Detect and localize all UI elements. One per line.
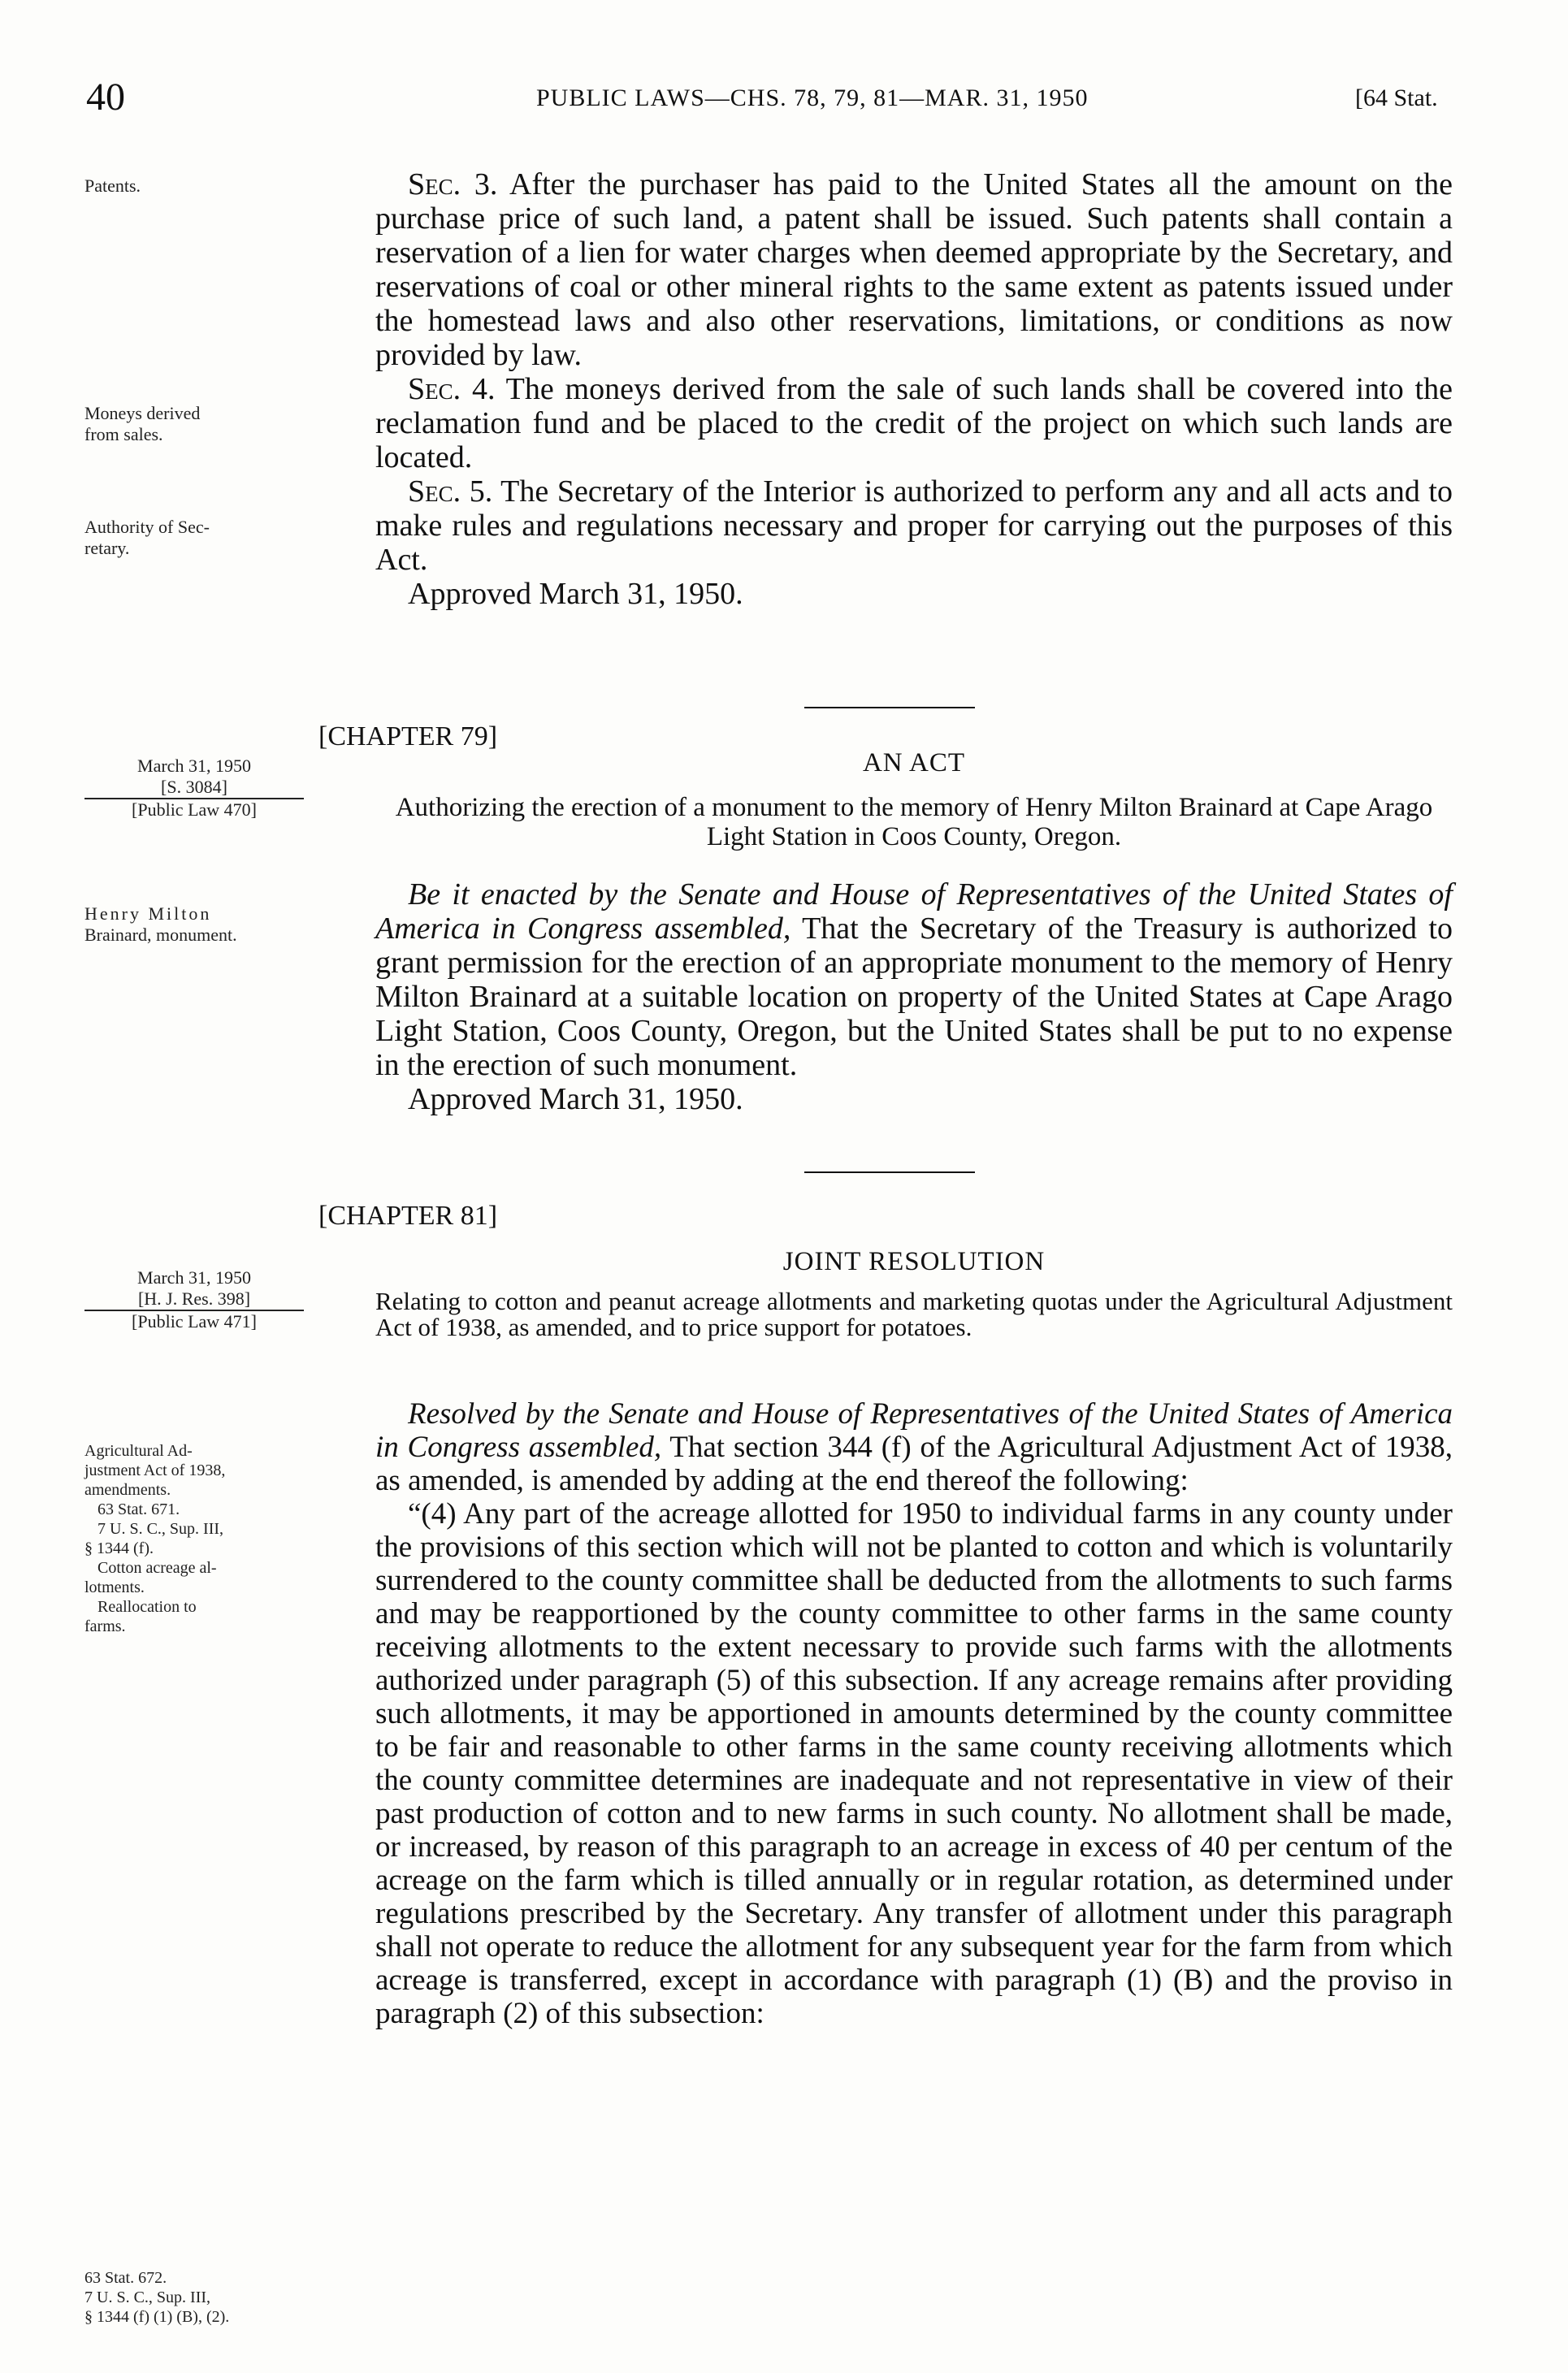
margin-note-public-law: [Public Law 471]	[132, 1311, 257, 1332]
margin-note-line: Cotton acreage al-	[97, 1559, 217, 1577]
divider	[804, 1171, 975, 1173]
margin-note-bill: [S. 3084]	[84, 777, 304, 799]
margin-note-date: March 31, 1950	[137, 1267, 251, 1288]
section-3	[375, 167, 1453, 372]
approved-date: Approved March 31, 1950.	[408, 1082, 743, 1116]
margin-note-line: Agricultural Ad-	[84, 1442, 193, 1460]
running-title: PUBLIC LAWS—CHS. 78, 79, 81—MAR. 31, 1950	[536, 84, 1089, 111]
chapter-81-subject: Relating to cotton and peanut acreage allotments and marketing quotas under the Agricultural Adjustment Act of 1938, as amended, and to price support for potatoes.	[375, 1287, 1453, 1341]
chapter-81-heading: [CHAPTER 81]	[318, 1201, 498, 1231]
margin-note-line: farms.	[84, 1617, 126, 1635]
margin-note-ch79	[84, 756, 304, 821]
enacting-clause: Be it enacted by the Senate and House of Representatives of the United States of America in Congress assembled,	[375, 877, 1453, 946]
margin-note-agricultural	[84, 1441, 225, 1636]
chapter-79-body	[375, 877, 1453, 1116]
margin-note-brainard	[84, 903, 237, 946]
section-label: Sec. 4.	[408, 372, 496, 406]
section-5	[375, 474, 1453, 577]
chapter-81-body	[375, 1397, 1453, 2030]
chapter-79-text	[375, 877, 1453, 1082]
margin-note-bill: [H. J. Res. 398]	[84, 1288, 304, 1311]
margin-note-moneys	[84, 403, 200, 445]
margin-note-line: lotments.	[84, 1578, 145, 1596]
page-number: 40	[86, 76, 125, 119]
chapter-81-amendment: That section 344 (f) of the Agricultural Adjustment Act of 1938, as amended, is amended by adding at the end thereof the following:	[375, 1431, 1453, 1497]
margin-note-line: 63 Stat. 671.	[97, 1500, 180, 1518]
margin-note-authority	[84, 517, 210, 559]
margin-note-public-law: [Public Law 470]	[132, 799, 257, 820]
margin-note-line: from sales.	[84, 424, 163, 444]
margin-note-patents: Patents.	[84, 175, 141, 196]
margin-note-line: Henry Milton	[84, 903, 212, 924]
margin-note-date: March 31, 1950	[137, 756, 251, 776]
margin-note-bottom	[84, 2268, 229, 2327]
margin-note-line: 7 U. S. C., Sup. III,	[97, 1520, 224, 1538]
margin-note-line: Brainard, monument.	[84, 925, 237, 945]
margin-note-line: 63 Stat. 672.	[84, 2269, 167, 2287]
section-text: The Secretary of the Interior is authorized to perform any and all acts and to make rules and regulations necessary and proper for carrying out the purposes of this Act.	[375, 474, 1453, 577]
chapter-79-title: AN ACT	[862, 748, 966, 777]
section-text: The moneys derived from the sale of such lands shall be covered into the reclamation fund and be placed to the credit of the project on which such lands are located.	[375, 372, 1453, 474]
chapter-81-title: JOINT RESOLUTION	[782, 1247, 1046, 1276]
margin-note-line: amendments.	[84, 1481, 171, 1499]
margin-note-line: justment Act of 1938,	[84, 1461, 226, 1479]
approved-date: Approved March 31, 1950.	[408, 577, 743, 611]
chapter-79-provision: That the Secretary of the Treasury is authorized to grant permission for the erection of an appropriate monument to the memory of Henry Milton Brainard at a suitable location on property of the United States at Cape Arago Light Station, Coos County, Oregon, but the United States shall be put to no expense in the erection of such monument.	[375, 912, 1453, 1082]
chapter-81-paragraph-4: “(4) Any part of the acreage allotted for 1950 to individual farms in any county under the provisions of this section which will not be planted to cotton and which is voluntarily surrendered to the county committee shall be deducted from the allotments to such farms and may be reapportioned by the county committee to other farms in the same county receiving allotments to the extent necessary to provide such farms with the allotments authorized under paragraph (5) of this subsection. If any acreage remains after providing such allotments, it may be apportioned in amounts determined by the county committee to be fair and reasonable to other farms in the same county receiving allotments which the county committee determines are inadequate and not representative in view of their past production of cotton and to new farms in such county. No allotment shall be made, or increased, by reason of this paragraph to an acreage in excess of 40 per centum of the acreage on the farm which is tilled annually or in regular rotation, as determined under regulations prescribed by the Secretary. Any transfer of allotment under this paragraph shall not operate to reduce the allotment for any subsequent year for the farm from which acreage is transferred, except in accordance with paragraph (1) (B) and the proviso in paragraph (2) of this subsection:	[375, 1497, 1453, 2030]
section-4	[375, 372, 1453, 474]
chapter-79-heading: [CHAPTER 79]	[318, 721, 498, 751]
divider	[804, 707, 975, 708]
section-text: After the purchaser has paid to the United States all the amount on the purchase price of such land, a patent shall be issued. Such patents shall contain a reservation of a lien for water charges when deemed appropriate by the Secretary, and reservations of coal or other mineral rights to the same extent as patents issued under the homestead laws and also other reservations, limitations, or conditions as now provided by law.	[375, 167, 1453, 372]
sections-3-5	[375, 167, 1453, 611]
chapter-81-resolution	[375, 1397, 1453, 1497]
margin-note-line: Moneys derived	[84, 403, 201, 423]
margin-note-line: 7 U. S. C., Sup. III,	[84, 2289, 211, 2306]
statute-reference: [64 Stat.	[1355, 84, 1438, 111]
margin-note-ch81	[84, 1267, 304, 1332]
margin-note-line: § 1344 (f) (1) (B), (2).	[84, 2308, 230, 2326]
margin-note-line: § 1344 (f).	[84, 1539, 154, 1557]
page-header	[0, 75, 1568, 123]
margin-note-line: Reallocation to	[97, 1598, 197, 1616]
section-label: Sec. 3.	[408, 167, 498, 201]
section-label: Sec. 5.	[408, 474, 493, 509]
margin-note-line: retary.	[84, 538, 130, 558]
margin-note-line: Authority of Sec-	[84, 517, 210, 537]
chapter-79-subject: Authorizing the erection of a monument to the memory of Henry Milton Brainard at Cape Arago Light Station in Coos County, Oregon.	[395, 793, 1433, 851]
resolving-clause: Resolved by the Senate and House of Representatives of the United States of America in Congress assembled,	[375, 1397, 1453, 1464]
